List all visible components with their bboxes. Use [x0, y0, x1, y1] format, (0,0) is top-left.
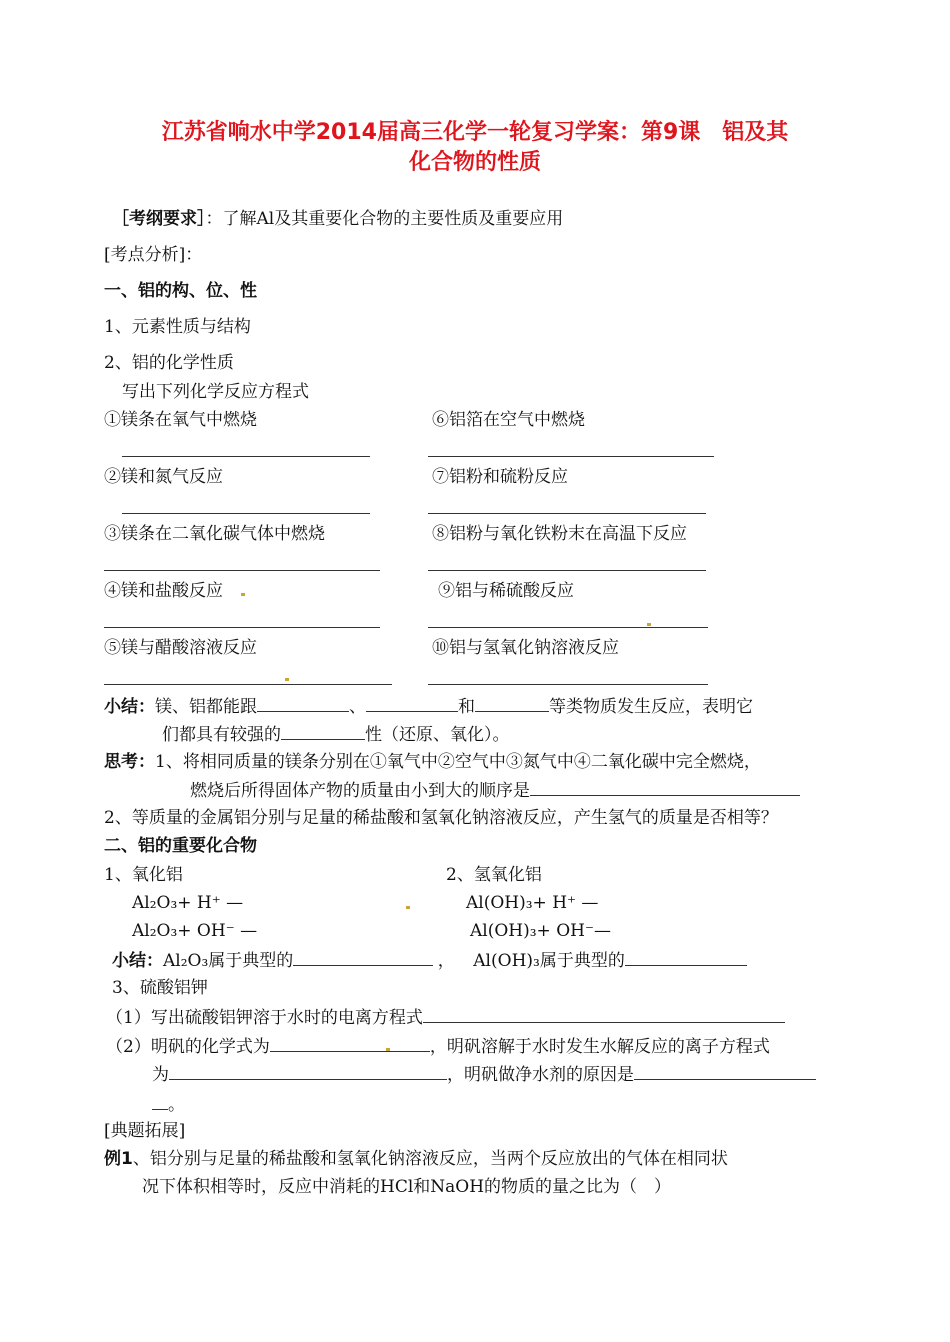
blank-line — [423, 1005, 785, 1023]
blank-line — [625, 948, 747, 966]
answer-line — [428, 684, 708, 685]
alum-q2-line3 — [152, 1092, 185, 1116]
blank-line — [169, 1062, 447, 1080]
analysis-heading: [考点分析]： — [104, 245, 203, 265]
answer-line — [428, 456, 714, 457]
example-label: 例1 — [104, 1149, 133, 1169]
reaction-item: ④镁和盐酸反应 — [104, 581, 223, 601]
summary-text: 和 — [458, 697, 475, 717]
blank-line — [293, 948, 433, 966]
summary-text: 镁、铝都能跟 — [155, 697, 257, 717]
summary1-line1 — [104, 694, 753, 718]
answer-line — [428, 627, 708, 628]
summary-text: 、 — [349, 697, 366, 717]
section1-instruction: 写出下列化学反应方程式 — [122, 382, 309, 402]
answer-line — [122, 513, 370, 514]
summary-text: Al₂O₃属于典型的 — [163, 951, 294, 971]
answer-line — [428, 513, 706, 514]
summary1-line2 — [162, 722, 510, 746]
reaction-item: ⑨铝与稀硫酸反应 — [438, 581, 574, 601]
reaction-item: ②镁和氮气反应 — [104, 467, 223, 487]
answer-line — [122, 456, 370, 457]
summary-text: 性（还原、氧化）。 — [365, 725, 510, 745]
section1-item2: 2、铝的化学性质 — [104, 353, 234, 373]
question-text: 为 — [152, 1065, 169, 1085]
answer-line — [104, 684, 392, 685]
oxide-reaction: Al₂O₃+ OH⁻ — — [132, 921, 258, 941]
speck-mark — [241, 593, 245, 596]
section2-heading: 二、铝的重要化合物 — [104, 836, 257, 856]
alum-q2-line1 — [106, 1034, 770, 1058]
speck-mark — [386, 1048, 390, 1051]
think-text: 燃烧后所得固体产物的质量由小到大的顺序是 — [190, 781, 530, 801]
question-text: 。 — [168, 1095, 185, 1115]
blank-line — [634, 1062, 816, 1080]
blank-line — [475, 694, 549, 712]
example1-line1 — [104, 1148, 728, 1170]
reaction-item: ⑩铝与氢氧化钠溶液反应 — [432, 638, 619, 658]
summary-text: ， — [437, 951, 455, 971]
oxide-reaction: Al₂O₃+ H⁺ — — [132, 893, 244, 913]
think-q2: 2、等质量的金属铝分别与足量的稀盐酸和氢氧化钠溶液反应，产生氢气的质量是否相等？ — [104, 808, 778, 828]
hydroxide-reaction: Al(OH)₃+ OH⁻— — [470, 921, 611, 941]
alum-q2-line2 — [152, 1062, 816, 1086]
document-title-line1: 江苏省响水中学2014届高三化学一轮复习学案：第9课 铝及其 — [161, 120, 789, 145]
answer-line — [428, 570, 706, 571]
summary-text: Al(OH)₃属于典型的 — [473, 951, 625, 971]
speck-mark — [406, 906, 410, 909]
blank-line — [281, 722, 365, 740]
reaction-item: ⑥铝箔在空气中燃烧 — [432, 410, 585, 430]
reaction-item: ⑤镁与醋酸溶液反应 — [104, 638, 257, 658]
oxide-title: 1、氧化铝 — [104, 865, 183, 885]
syllabus-requirement — [112, 208, 563, 230]
summary-label: 小结： — [112, 951, 163, 971]
answer-line — [104, 627, 380, 628]
example-text: 、铝分别与足量的稀盐酸和氢氧化钠溶液反应，当两个反应放出的气体在相同状 — [132, 1149, 728, 1169]
think-q1-line2 — [190, 778, 800, 802]
question-text: （2）明矾的化学式为 — [106, 1037, 270, 1057]
blank-line — [366, 694, 458, 712]
reaction-item: ①镁条在氧气中燃烧 — [104, 410, 257, 430]
blank-line — [530, 778, 800, 796]
alum-title: 3、硫酸铝钾 — [112, 978, 208, 998]
speck-mark — [647, 623, 651, 626]
section1-heading: 一、铝的构、位、性 — [104, 281, 257, 301]
summary-label: 小结： — [104, 697, 155, 717]
think-label: 思考： — [104, 752, 155, 772]
hydroxide-title: 2、氢氧化铝 — [446, 865, 542, 885]
syllabus-label: ［考纲要求］ — [112, 209, 206, 229]
think-q1-line1 — [104, 751, 761, 773]
example1-line2: 况下体积相等时，反应中消耗的HCl和NaOH的物质的量之比为（ ） — [142, 1177, 672, 1197]
speck-mark — [285, 678, 289, 681]
alum-q1 — [106, 1005, 785, 1029]
reaction-item: ③镁条在二氧化碳气体中燃烧 — [104, 524, 325, 544]
question-text: ，明矾溶解于水时发生水解反应的离子方程式 — [429, 1037, 770, 1057]
syllabus-text: ：了解Al及其重要化合物的主要性质及重要应用 — [205, 209, 564, 229]
section1-item1: 1、元素性质与结构 — [104, 317, 251, 337]
blank-line — [270, 1034, 430, 1052]
summary-text: 们都具有较强的 — [162, 725, 281, 745]
reaction-item: ⑦铝粉和硫粉反应 — [432, 467, 568, 487]
blank-line — [152, 1092, 168, 1110]
document-title-line2: 化合物的性质 — [408, 150, 541, 175]
question-text: ，明矾做净水剂的原因是 — [447, 1065, 634, 1085]
blank-line — [257, 694, 349, 712]
hydroxide-reaction: Al(OH)₃+ H⁺ — — [466, 893, 599, 913]
extension-heading: [典题拓展] — [104, 1121, 186, 1141]
summary-text: 等类物质发生反应，表明它 — [549, 697, 753, 717]
reaction-item: ⑧铝粉与氧化铁粉末在高温下反应 — [432, 524, 687, 544]
answer-line — [104, 570, 380, 571]
think-text: 1、将相同质量的镁条分别在①氧气中②空气中③氮气中④二氧化碳中完全燃烧， — [155, 752, 761, 772]
question-text: （1）写出硫酸铝钾溶于水时的电离方程式 — [106, 1008, 423, 1028]
summary2 — [112, 948, 747, 972]
